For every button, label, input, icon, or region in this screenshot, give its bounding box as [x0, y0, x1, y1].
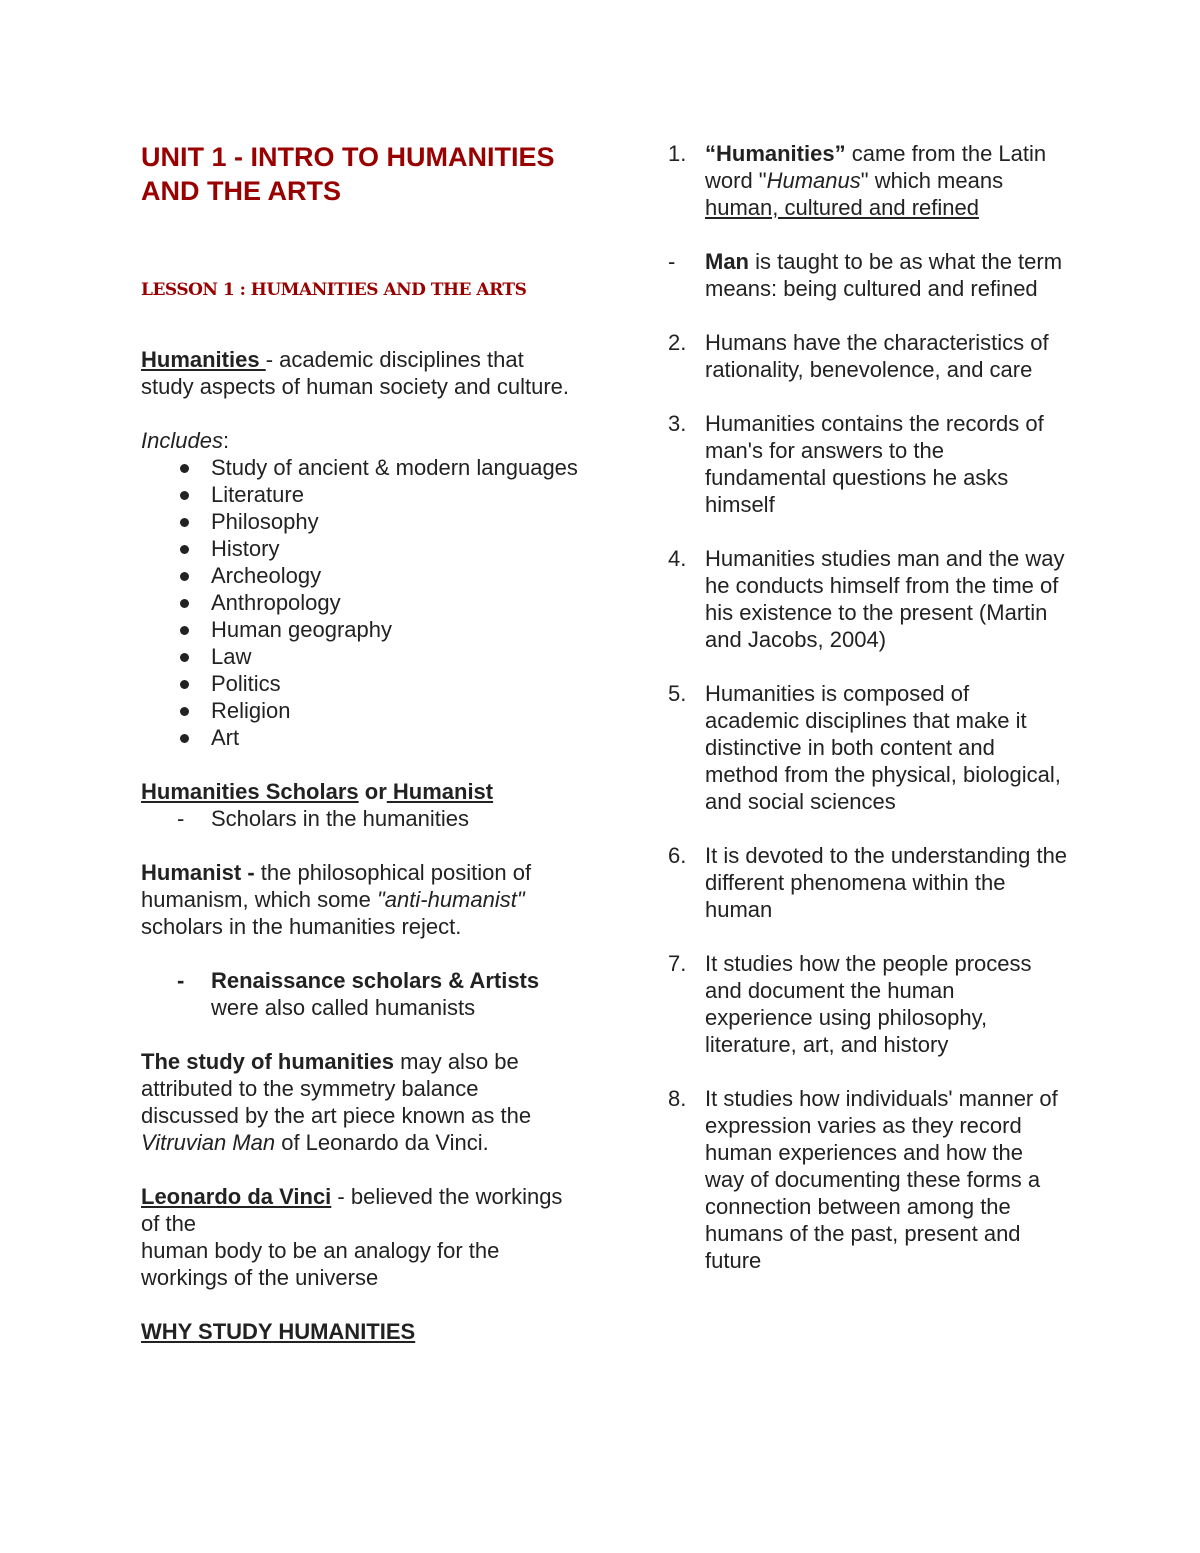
- dash-bullet: -: [668, 249, 676, 274]
- numbered-item: [668, 545, 1068, 653]
- man-note: [668, 248, 1068, 302]
- humanities-def-text: - academic disciplines that study aspects of human society and culture.: [141, 347, 570, 399]
- item-text: It is devoted to the understanding the different phenomena within the human: [705, 843, 1068, 922]
- item-number: 7.: [668, 951, 687, 976]
- item-text: Humans have the characteristics of rationality, benevolence, and care: [705, 330, 1049, 382]
- item-text: Humanities is composed of academic disciplines that make it distinctive in both content and method from the physical, biological, and social sciences: [705, 681, 1061, 814]
- study-term: The study of humanities: [141, 1049, 395, 1074]
- why-heading: WHY STUDY HUMANITIES: [141, 1319, 416, 1344]
- list-item: Human geography: [211, 616, 581, 643]
- list-item: History: [211, 535, 581, 562]
- man-desc: is taught to be as what the term means: being cultured and refined: [705, 249, 1063, 301]
- item1-meaning: human, cultured and refined: [705, 195, 979, 220]
- item-number: 2.: [668, 330, 687, 355]
- list-item: Anthropology: [211, 589, 581, 616]
- study-paragraph: [141, 1048, 581, 1156]
- leonardo-term: Leonardo da Vinci: [141, 1184, 332, 1209]
- includes-list: [141, 454, 581, 751]
- numbered-item: [668, 842, 1068, 923]
- study-def-1: may also be attributed to the symmetry balance discussed by the art piece known as the: [141, 1049, 532, 1128]
- list-item: Study of ancient & modern languages: [211, 454, 581, 481]
- vitruvian-man: Vitruvian Man: [141, 1130, 276, 1155]
- humanist-definition: [141, 859, 581, 940]
- item-number: 3.: [668, 411, 687, 436]
- item1-text-a: came from the Latin word ": [705, 141, 1047, 193]
- item-number: 8.: [668, 1086, 687, 1111]
- includes-label-text: Includes: [141, 428, 223, 453]
- item-text: It studies how individuals' manner of expression varies as they record human experiences and how the way of documenting these forms a connection between among the humans of the past, present and future: [705, 1086, 1058, 1273]
- list-item: Law: [211, 643, 581, 670]
- renaissance-desc: were also called humanists: [211, 995, 476, 1020]
- list-item: Politics: [211, 670, 581, 697]
- numbered-item: [668, 950, 1068, 1058]
- list-item: Philosophy: [211, 508, 581, 535]
- scholars-desc: Scholars in the humanities: [211, 806, 470, 831]
- item-number: 4.: [668, 546, 687, 571]
- dash-bullet: -: [177, 806, 185, 831]
- humanist-def-1: the philosophical position of humanism, which some: [141, 860, 532, 912]
- left-column: [141, 140, 581, 1345]
- humanist-term: Humanist -: [141, 860, 255, 885]
- item-text: It studies how the people process and document the human experience using philosophy, literature, art, and history: [705, 951, 1032, 1057]
- humanist-quote: "anti-humanist": [376, 887, 525, 912]
- numbered-item: [668, 1085, 1068, 1274]
- numbered-item: [668, 329, 1068, 383]
- leonardo-def-1: - believed the workings of the: [141, 1184, 563, 1236]
- numbered-item: [668, 680, 1068, 815]
- numbered-item: [668, 410, 1068, 518]
- item-number: 6.: [668, 843, 687, 868]
- item1-text-b: " which means: [860, 168, 1004, 193]
- unit-title: UNIT 1 - INTRO TO HUMANITIES AND THE ARTS: [141, 142, 555, 206]
- scholars-heading: [141, 778, 581, 805]
- scholars-or: or: [358, 779, 387, 804]
- item1-term: “Humanities”: [705, 141, 846, 166]
- includes-colon: :: [222, 428, 230, 453]
- numbered-item: [668, 140, 1068, 221]
- list-item: Literature: [211, 481, 581, 508]
- leonardo-paragraph: [141, 1183, 581, 1291]
- item-number: 1.: [668, 141, 687, 166]
- study-def-2: of Leonardo da Vinci.: [275, 1130, 489, 1155]
- item-number: 5.: [668, 681, 687, 706]
- scholars-term-b: Humanist: [386, 779, 494, 804]
- list-item: Archeology: [211, 562, 581, 589]
- man-term: Man: [705, 249, 749, 274]
- list-item: Religion: [211, 697, 581, 724]
- humanities-definition: [141, 346, 581, 400]
- list-item: Art: [211, 724, 581, 751]
- scholars-term-a: Humanities Scholars: [141, 779, 359, 804]
- item1-latin: Humanus: [766, 168, 861, 193]
- humanities-term: Humanities: [141, 347, 266, 372]
- humanist-def-2: scholars in the humanities reject.: [141, 914, 462, 939]
- right-column: [668, 140, 1068, 1301]
- renaissance-row: [141, 967, 581, 1021]
- item-text: Humanities studies man and the way he conducts himself from the time of his existence to the present (Martin and Jacobs, 2004): [705, 546, 1065, 652]
- lesson-title: LESSON 1 : HUMANITIES AND THE ARTS: [141, 280, 527, 300]
- includes-label: [141, 427, 581, 454]
- dash-bullet: -: [177, 968, 185, 993]
- item-text: Humanities contains the records of man's for answers to the fundamental questions he asks himself: [705, 411, 1044, 517]
- scholars-desc-row: [141, 805, 581, 832]
- leonardo-def-2: human body to be an analogy for the workings of the universe: [141, 1238, 500, 1290]
- renaissance-term: Renaissance scholars & Artists: [211, 968, 540, 993]
